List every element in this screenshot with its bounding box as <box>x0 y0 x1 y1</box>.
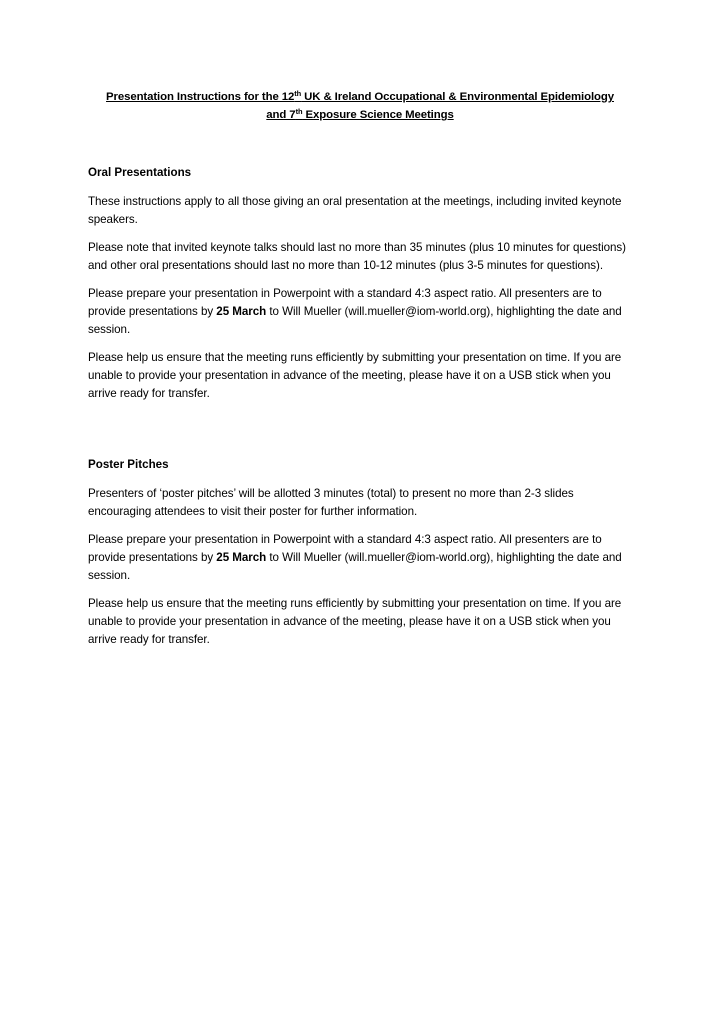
poster-paragraph-2 <box>88 531 632 585</box>
oral-presentations-heading: Oral Presentations <box>88 166 192 179</box>
oral-paragraph-4: Please help us ensure that the meeting runs efficiently by submitting your presentation on time. If you are unable to provide your presentation in advance of the meeting, please have it on a USB stick when you arrive ready for transfer. <box>88 351 622 400</box>
oral-paragraph-3-text-a: Please prepare your presentation in Powerpoint with a standard 4:3 aspect ratio. All presenters are to provide presentations by <box>88 287 602 318</box>
title-part-1: Presentation Instructions for the 12 <box>106 91 295 103</box>
poster-paragraph-3: Please help us ensure that the meeting runs efficiently by submitting your presentation on time. If you are unable to provide your presentation in advance of the meeting, please have it on a USB stick when you arrive ready for transfer. <box>88 597 622 646</box>
document-title <box>88 88 632 124</box>
title-superscript-2: th <box>295 107 303 116</box>
title-superscript-1: th <box>294 89 302 98</box>
poster-paragraph-1: Presenters of ‘poster pitches’ will be allotted 3 minutes (total) to present no more than 2-3 slides encouraging attendees to visit their poster for further information. <box>88 487 574 518</box>
poster-paragraph-2-text-a: Please prepare your presentation in Powerpoint with a standard 4:3 aspect ratio. All presenters are to provide presentations by <box>88 533 602 564</box>
oral-paragraph-3 <box>88 285 632 339</box>
poster-paragraph-2-text-b: to Will Mueller (will.mueller@iom-world.org), highlighting the date and session. <box>88 551 622 582</box>
oral-paragraph-1: These instructions apply to all those giving an oral presentation at the meetings, including invited keynote speakers. <box>88 195 622 226</box>
title-part-2: UK & Ireland Occupational & Environmental Epidemiology <box>301 91 614 103</box>
oral-paragraph-2: Please note that invited keynote talks should last no more than 35 minutes (plus 10 minutes for questions) and other oral presentations should last no more than 10-12 minutes (plus 3-5 minutes for questions). <box>88 241 626 272</box>
poster-deadline-date: 25 March <box>216 551 267 564</box>
title-part-3: and 7 <box>266 109 296 121</box>
title-part-4: Exposure Science Meetings <box>302 109 454 121</box>
poster-pitches-heading: Poster Pitches <box>88 458 169 471</box>
oral-deadline-date: 25 March <box>216 305 267 318</box>
oral-paragraph-3-text-b: to Will Mueller (will.mueller@iom-world.org), highlighting the date and session. <box>88 305 622 336</box>
